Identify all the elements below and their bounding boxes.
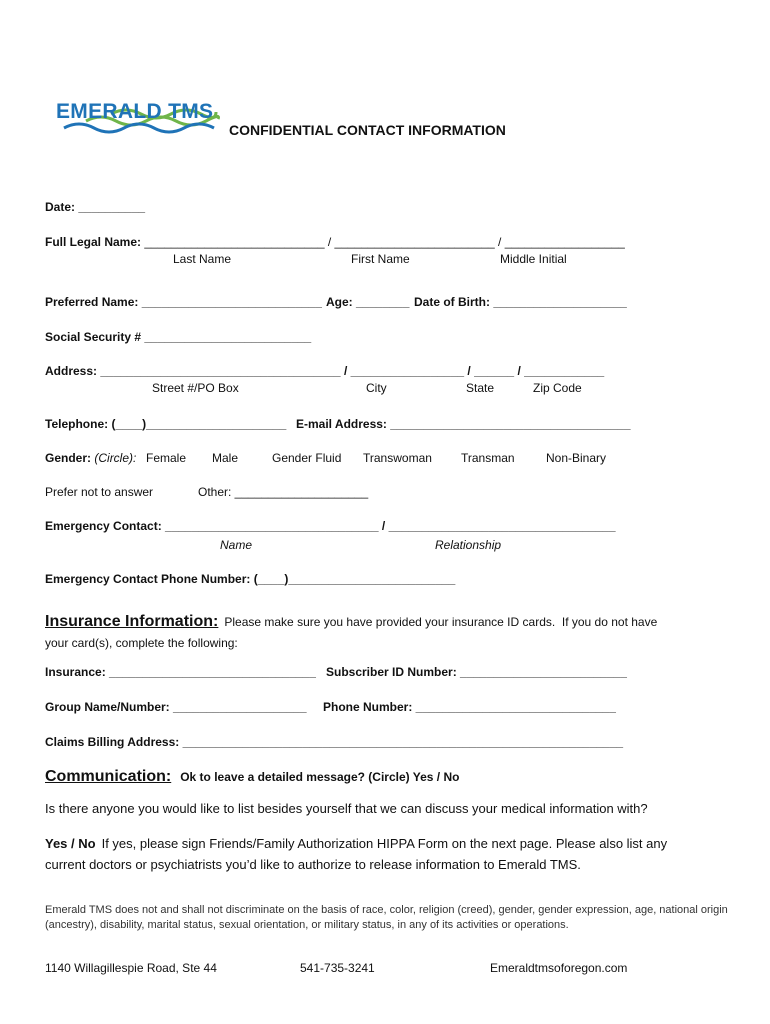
page-title: CONFIDENTIAL CONTACT INFORMATION xyxy=(229,122,506,138)
telephone-field[interactable]: Telephone: (____)_____________________ xyxy=(45,417,287,431)
authorization-line1: If yes, please sign Friends/Family Authorization HIPPA Form on the next page. Please also list any xyxy=(101,836,668,851)
last-name-caption: Last Name xyxy=(173,252,232,266)
preferred-name-field[interactable]: Preferred Name: ___________________________ xyxy=(45,295,322,309)
insurance-phone-field[interactable]: Phone Number: ______________________________ xyxy=(323,700,616,714)
emerald-tms-logo xyxy=(56,70,221,126)
ok-message-question[interactable]: Ok to leave a detailed message? (Circle) Yes / No xyxy=(180,770,460,784)
emergency-contact-field[interactable]: Emergency Contact: ________________________________ / __________________________________ xyxy=(45,519,616,533)
insurance-intro-line1: Please make sure you have provided your insurance ID cards. If you do not have xyxy=(224,615,658,629)
gender-other-field[interactable]: Other: ____________________ xyxy=(198,485,369,499)
full-legal-name-label: Full Legal Name: xyxy=(45,235,145,249)
insurance-heading: Insurance Information: xyxy=(45,613,219,630)
insurance-heading-row xyxy=(45,613,657,631)
full-legal-name-row[interactable] xyxy=(45,235,625,249)
discuss-question: Is there anyone you would like to list besides yourself that we can discuss your medical information with? xyxy=(45,801,648,816)
group-field[interactable]: Group Name/Number: ____________________ xyxy=(45,700,307,714)
street-caption: Street #/PO Box xyxy=(152,381,239,395)
footer-address: 1140 Willagillespie Road, Ste 44 xyxy=(45,961,217,975)
prefer-not-option[interactable]: Prefer not to answer xyxy=(45,485,154,499)
date-field[interactable]: Date: __________ xyxy=(45,200,146,214)
gender-option-male[interactable]: Male xyxy=(212,451,239,465)
gender-label: Gender: xyxy=(45,451,92,465)
subscriber-id-field[interactable]: Subscriber ID Number: _________________________ xyxy=(326,665,627,679)
gender-option-female[interactable]: Female xyxy=(146,451,187,465)
gender-label-row xyxy=(45,451,136,465)
gender-option-gender-fluid[interactable]: Gender Fluid xyxy=(272,451,342,465)
communication-heading: Communication: xyxy=(45,768,172,785)
state-caption: State xyxy=(466,381,495,395)
dob-field[interactable]: Date of Birth: ____________________ xyxy=(414,295,627,309)
yes-no-row xyxy=(45,836,667,851)
zip-caption: Zip Code xyxy=(533,381,582,395)
email-field[interactable]: E-mail Address: ____________________________________ xyxy=(296,417,631,431)
gender-circle-hint: (Circle): xyxy=(94,451,137,465)
first-name-caption: First Name xyxy=(351,252,410,266)
logo-text: EMERALD TMS xyxy=(56,100,214,123)
communication-heading-row xyxy=(45,768,459,786)
footer-website[interactable]: Emeraldtmsoforegon.com xyxy=(490,961,628,975)
full-legal-name-line[interactable]: ___________________________ / ________________________ / __________________ xyxy=(144,235,625,249)
authorization-line2: current doctors or psychiatrists you’d like to authorize to release information to Emerald TMS. xyxy=(45,857,581,872)
claims-billing-field[interactable]: Claims Billing Address: __________________________________________________________________ xyxy=(45,735,624,749)
ssn-field[interactable]: Social Security # _________________________ xyxy=(45,330,312,344)
insurance-field[interactable]: Insurance: _______________________________ xyxy=(45,665,316,679)
city-caption: City xyxy=(366,381,387,395)
address-field[interactable]: Address: ____________________________________ / _________________ / ______ / ____________ xyxy=(45,364,605,378)
ec-phone-field[interactable]: Emergency Contact Phone Number: (____)_________________________ xyxy=(45,572,456,586)
age-field[interactable]: Age: ________ xyxy=(326,295,410,309)
middle-initial-caption: Middle Initial xyxy=(500,252,567,266)
gender-option-non-binary[interactable]: Non-Binary xyxy=(546,451,607,465)
gender-option-transwoman[interactable]: Transwoman xyxy=(363,451,432,465)
non-discrimination-notice: Emerald TMS does not and shall not discriminate on the basis of race, color, religion (creed), gender, gender expression, age, national origin (ancestry), disability, marital status, sexual orientation, or military status, in any of its activities or operations. xyxy=(45,904,728,931)
insurance-intro-line2: your card(s), complete the following: xyxy=(45,636,238,650)
footer-phone: 541-735-3241 xyxy=(300,961,375,975)
yes-no-choice[interactable]: Yes / No xyxy=(45,836,96,851)
gender-option-transman[interactable]: Transman xyxy=(461,451,515,465)
ec-relationship-caption: Relationship xyxy=(435,538,502,552)
ec-name-caption: Name xyxy=(220,538,253,552)
